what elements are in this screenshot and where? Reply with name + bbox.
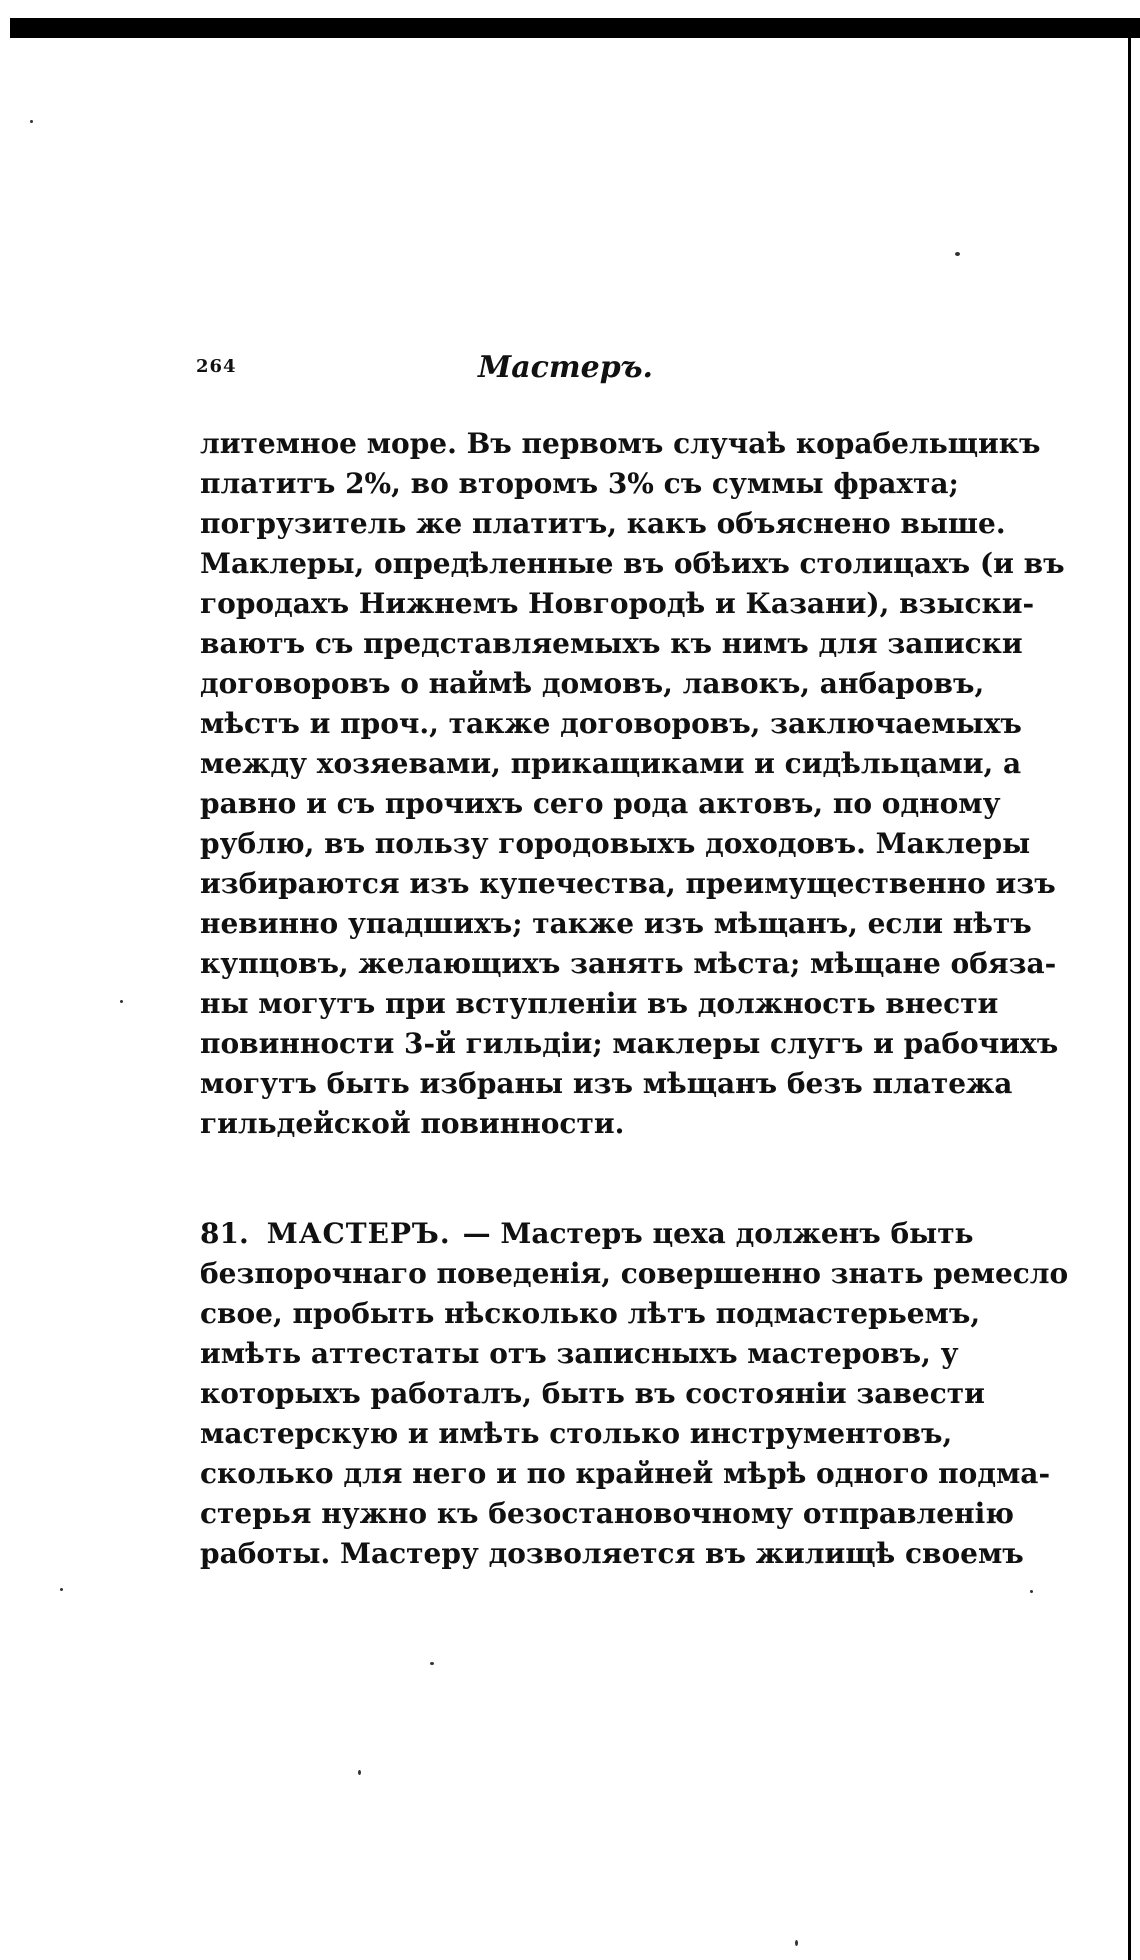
text-line: свое, пробыть нѣсколько лѣтъ подмастерьемъ, bbox=[200, 1297, 981, 1330]
text-line: купцовъ, желающихъ занять мѣста; мѣщане обяза- bbox=[200, 947, 1057, 980]
text-line: которыхъ работалъ, быть въ состояніи завести bbox=[200, 1377, 985, 1410]
text-line: ваютъ съ представляемыхъ къ нимъ для записки bbox=[200, 627, 1023, 660]
text-line: Маклеры, опредѣленные въ обѣихъ столицахъ (и въ bbox=[200, 547, 1065, 580]
scan-speck bbox=[1030, 1590, 1033, 1593]
text-line: рублю, въ пользу городовыхъ доходовъ. Маклеры bbox=[200, 827, 1031, 860]
text-line: стерья нужно къ безостановочному отправленію bbox=[200, 1497, 1014, 1530]
text-line: городахъ Нижнемъ Новгородѣ и Казани), взыски- bbox=[200, 587, 1035, 620]
section-81-master bbox=[200, 1214, 1069, 1574]
text-line: невинно упадшихъ; также изъ мѣщанъ, если нѣтъ bbox=[200, 907, 1032, 940]
section-number: 81. bbox=[200, 1217, 249, 1250]
text-line: литемное море. Въ первомъ случаѣ корабельщикъ bbox=[200, 427, 1041, 460]
text-line: гильдейской повинности. bbox=[200, 1107, 625, 1140]
section-title: МАСТЕРЪ. bbox=[266, 1217, 451, 1250]
scan-speck bbox=[120, 1000, 123, 1003]
text-line: ны могутъ при вступленіи въ должность внести bbox=[200, 987, 999, 1020]
text-line: могутъ быть избраны изъ мѣщанъ безъ платежа bbox=[200, 1067, 1013, 1100]
scan-speck bbox=[60, 1588, 63, 1591]
section-dash: — bbox=[462, 1217, 491, 1250]
text-line: мѣстъ и проч., также договоровъ, заключаемыхъ bbox=[200, 707, 1022, 740]
text-line: имѣть аттестаты отъ записныхъ мастеровъ, у bbox=[200, 1337, 959, 1370]
text-line: равно и съ прочихъ сего рода актовъ, по одному bbox=[200, 787, 1001, 820]
scan-speck bbox=[30, 120, 33, 123]
text-line: сколько для него и по крайней мѣрѣ одного подма- bbox=[200, 1457, 1051, 1490]
text-line: безпорочнаго поведенія, совершенно знать ремесло bbox=[200, 1257, 1069, 1290]
text-line: договоровъ о наймѣ домовъ, лавокъ, анбаровъ, bbox=[200, 667, 985, 700]
text-line: мастерскую и имѣть столько инструментовъ, bbox=[200, 1417, 953, 1450]
section-heading-line bbox=[200, 1214, 974, 1254]
scan-speck bbox=[955, 252, 960, 256]
text-line: повинности 3-й гильдіи; маклеры слугъ и рабочихъ bbox=[200, 1027, 1059, 1060]
text-line: избираются изъ купечества, преимущественно изъ bbox=[200, 867, 1056, 900]
scan-speck bbox=[358, 1770, 361, 1775]
text-line: Мастеръ цеха долженъ быть bbox=[500, 1217, 974, 1250]
text-line: работы. Мастеру дозволяется въ жилищѣ своемъ bbox=[200, 1537, 1024, 1570]
right-page-border bbox=[1128, 18, 1131, 1960]
paragraph-makler bbox=[200, 424, 1065, 1144]
running-title: Мастеръ. bbox=[478, 350, 653, 385]
text-line: между хозяевами, прикащиками и сидѣльцами, а bbox=[200, 747, 1022, 780]
page-number: 264 bbox=[196, 356, 237, 377]
top-page-border bbox=[10, 18, 1140, 38]
scan-speck bbox=[430, 1662, 434, 1665]
text-line: погрузитель же платитъ, какъ объяснено выше. bbox=[200, 507, 1006, 540]
text-line: платитъ 2%, во второмъ 3% съ суммы фрахта; bbox=[200, 467, 959, 500]
scan-speck bbox=[795, 1940, 798, 1946]
